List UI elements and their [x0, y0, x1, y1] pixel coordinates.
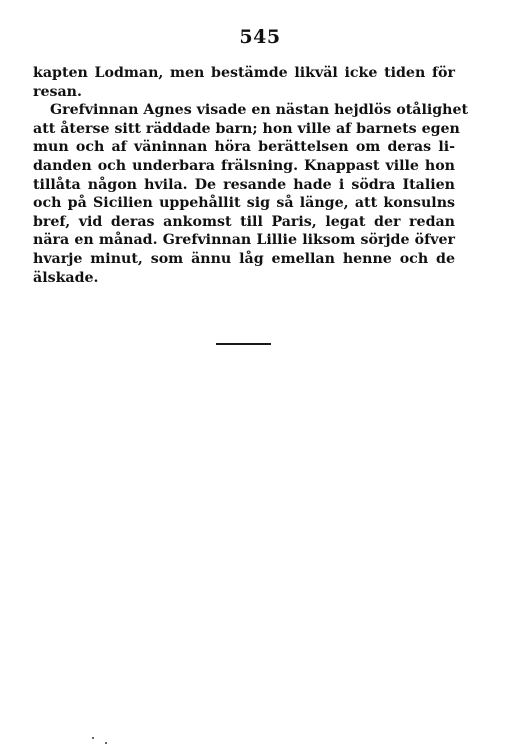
text-line: bref, vid deras ankomst till Paris, legat der redan	[33, 213, 455, 230]
page-number: 545	[239, 26, 281, 48]
text-line: resan.	[33, 83, 82, 100]
text-line: och på Sicilien uppehållit sig så länge, att konsulns	[33, 195, 455, 212]
print-speck	[92, 737, 94, 739]
text-line: kapten Lodman, men bestämde likväl icke tiden för	[33, 65, 455, 81]
text-line: älskade.	[33, 269, 99, 286]
section-divider	[216, 343, 271, 345]
text-line: tillåta någon hvila. De resande hade i södra Italien	[33, 176, 455, 193]
print-speck	[105, 742, 107, 744]
text-line: Grefvinnan Agnes visade en nästan hejdlös otålighet	[50, 102, 469, 119]
text-line: danden och underbara frälsning. Knappast ville hon	[33, 157, 455, 174]
text-line: mun och af väninnan höra berättelsen om deras li-	[33, 139, 455, 156]
body-text	[33, 64, 469, 287]
text-line: hvarje minut, som ännu låg emellan henne och de	[33, 250, 455, 267]
text-line: att återse sitt räddade barn; hon ville af barnets egen	[33, 120, 460, 137]
text-line: nära en månad. Grefvinnan Lillie liksom sörjde öfver	[33, 232, 455, 249]
